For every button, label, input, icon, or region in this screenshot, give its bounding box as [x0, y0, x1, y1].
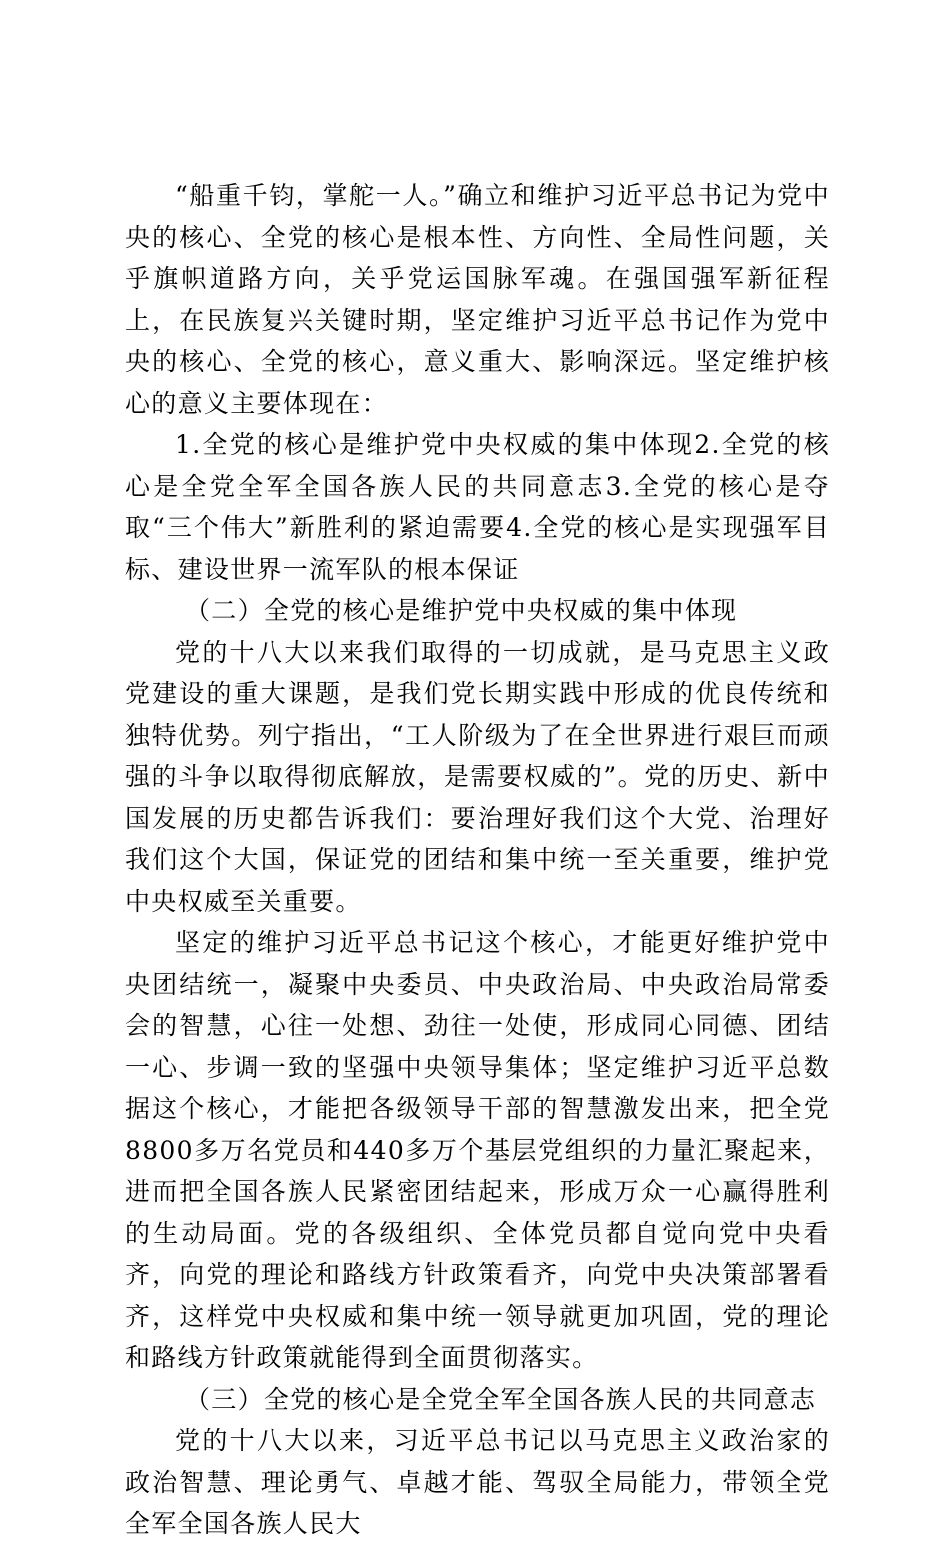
section-2-paragraph-1: 党的十八大以来我们取得的一切成就，是马克思主义政党建设的重大课题，是我们党长期实践中形成的优良传统和独特优势。列宁指出，“工人阶级为了在全世界进行艰巨而顽强的斗争以取得彻底解放，是需要权威的”。党的历史、新中国发展的历史都告诉我们：要治理好我们这个大党、治理好我们这个大国，保证党的团结和集中统一至关重要，维护党中央权威至关重要。 — [125, 637, 830, 916]
section-heading-3: （三）全党的核心是全党全军全国各族人民的共同意志 — [185, 1384, 817, 1414]
document-body — [125, 175, 830, 1545]
section-3-paragraph-1: 党的十八大以来，习近平总书记以马克思主义政治家的政治智慧、理论勇气、卓越才能、驾驭全局能力，带领全党全军全国各族人民大 — [125, 1426, 830, 1538]
numbered-points-paragraph: 1.全党的核心是维护党中央权威的集中体现2.全党的核心是全党全军全国各族人民的共同意志3.全党的核心是夺取“三个伟大”新胜利的紧迫需要4.全党的核心是实现强军目标、建设世界一流军队的根本保证 — [125, 430, 830, 584]
intro-paragraph: “船重千钧，掌舵一人。”确立和维护习近平总书记为党中央的核心、全党的核心是根本性、方向性、全局性问题，关乎旗帜道路方向，关乎党运国脉军魂。在强国强军新征程上，在民族复兴关键时期，坚定维护习近平总书记作为党中央的核心、全党的核心，意义重大、影响深远。坚定维护核心的意义主要体现在： — [125, 181, 830, 418]
section-heading-2: （二）全党的核心是维护党中央权威的集中体现 — [185, 596, 738, 625]
section-2-paragraph-2: 坚定的维护习近平总书记这个核心，才能更好维护党中央团结统一，凝聚中央委员、中央政治局、中央政治局常委会的智慧，心往一处想、劲往一处使，形成同心同德、团结一心、步调一致的坚强中央领导集体；坚定维护习近平总数据这个核心，才能把各级领导干部的智慧激发出来，把全党8800多万名党员和440多万个基层党组织的力量汇聚起来，进而把全国各族人民紧密团结起来，形成万众一心赢得胜利的生动局面。党的各级组织、全体党员都自觉向党中央看齐，向党的理论和路线方针政策看齐，向党中央决策部署看齐，这样党中央权威和集中统一领导就更加巩固，党的理论和路线方针政策就能得到全面贯彻落实。 — [125, 928, 830, 1372]
